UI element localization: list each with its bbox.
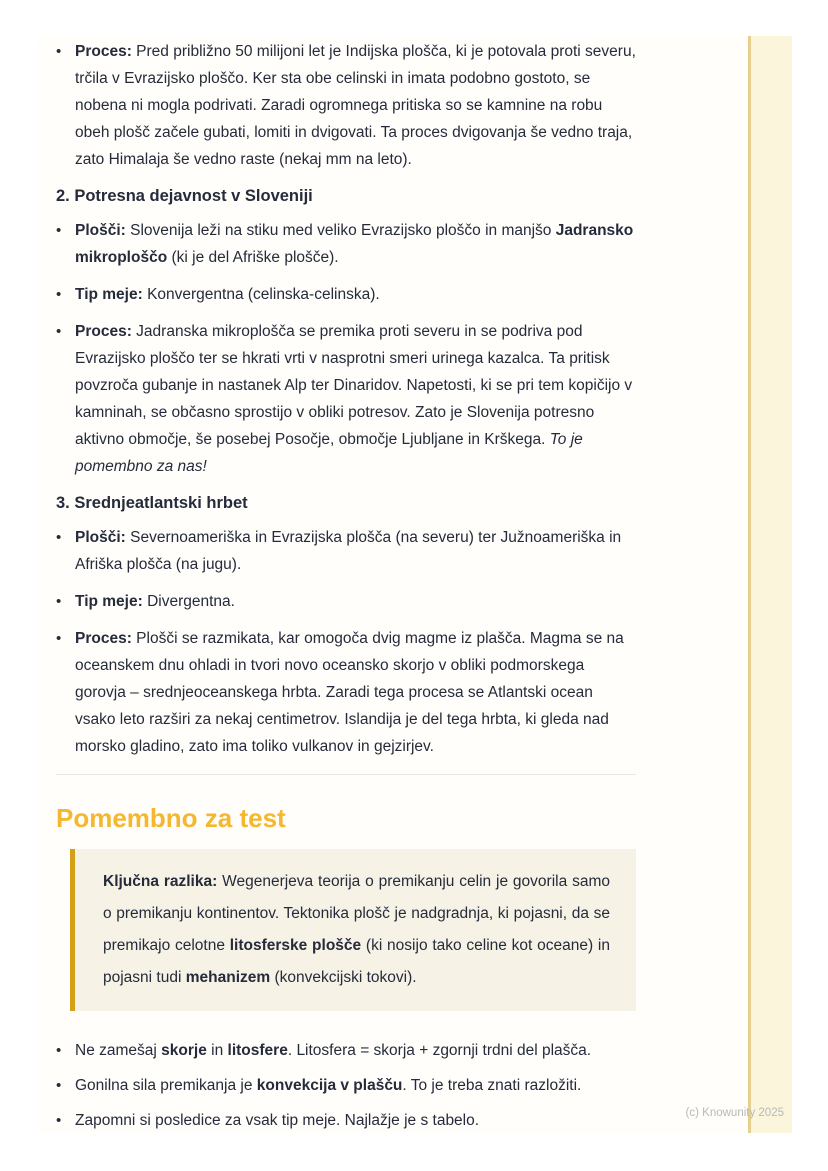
bullet-text: Ne zamešaj skorje in litosfere. Litosfera = skorja + zgornji trdni del plašča.: [75, 1042, 592, 1059]
list-item: [56, 38, 636, 173]
callout-text: Ključna razlika: Wegenerjeva teorija o premikanju celin je govorila samo o premikanju kontinentov. Tektonika plošč je nadgradnja, ki pojasni, da se premikajo celotne litosferske plošče (ki nosijo tako celine kot oceane) in pojasni tudi mehanizem (konvekcijski tokovi).: [103, 873, 610, 986]
list-item: [56, 1107, 636, 1134]
document-content: [56, 38, 636, 1142]
key-difference-callout: [70, 849, 636, 1011]
decorative-right-stripe: [748, 36, 792, 1133]
list-item: [56, 1072, 636, 1099]
list-item: [56, 588, 636, 615]
bullet-text: Tip meje: Konvergentna (celinska-celinska).: [75, 286, 380, 303]
important-for-test-heading: Pomembno za test: [56, 803, 286, 833]
bullet-dot: •: [56, 529, 62, 546]
bullet-dot: •: [56, 323, 62, 340]
bullet-text: Plošči: Slovenija leži na stiku med veliko Evrazijsko ploščo in manjšo Jadransko mikroploščo (ki je del Afriške plošče).: [75, 222, 634, 266]
bullet-text: Proces: Jadranska mikroplošča se premika proti severu in se podriva pod Evrazijsko ploščo ter se hkrati vrti v nasprotni smeri urinega kazalca. Ta pritisk povzroča gubanje in nastanek Alp ter Dinaridov. Napetosti, ki se pri tem kopičijo v kamninah, se občasno sprostijo v obliki potresov. Zato je Slovenija potresno aktivno območje, še posebej Posočje, območje Ljubljane in Krškega. To je pomembno za nas!: [75, 323, 633, 475]
bullet-dot: •: [56, 593, 62, 610]
list-item: [56, 318, 636, 480]
bullet-dot: •: [56, 286, 62, 303]
knowunity-watermark: (c) Knowunity 2025: [685, 1107, 784, 1119]
section-heading-srednjeatlantski-hrbet: 3. Srednjeatlantski hrbet: [56, 494, 248, 512]
list-item: [56, 1037, 636, 1064]
bullet-text: Zapomni si posledice za vsak tip meje. Najlažje je s tabelo.: [75, 1112, 480, 1129]
section-divider: [56, 774, 636, 775]
bullet-text: Gonilna sila premikanja je konvekcija v plašču. To je treba znati razložiti.: [75, 1077, 582, 1094]
bullet-dot: •: [56, 222, 62, 239]
bullet-dot: •: [56, 1077, 62, 1094]
tips-list: [56, 1037, 636, 1134]
bullet-dot: •: [56, 1042, 62, 1059]
list-item: [56, 625, 636, 760]
bullet-text: Plošči: Severnoameriška in Evrazijska plošča (na severu) ter Južnoameriška in Afriška plošča (na jugu).: [75, 529, 622, 573]
section-heading-potresna-dejavnost: 2. Potresna dejavnost v Sloveniji: [56, 187, 313, 205]
bullet-text: Proces: Pred približno 50 milijoni let je Indijska plošča, ki je potovala proti severu, trčila v Evrazijsko ploščo. Ker sta obe celinski in imata podobno gostoto, se nobena ni mogla podrivati. Zaradi ogromnega pritiska so se kamnine na robu obeh plošč začele gubati, lomiti in dvigovati. Ta proces dvigovanja še vedno traja, zato Himalaja še vedno raste (nekaj mm na leto).: [75, 43, 636, 168]
bullet-dot: •: [56, 630, 62, 647]
list-item: [56, 217, 636, 271]
list-item: [56, 281, 636, 308]
bullet-text: Tip meje: Divergentna.: [75, 593, 235, 610]
list-item: [56, 524, 636, 578]
bullet-dot: •: [56, 1112, 62, 1129]
bullet-dot: •: [56, 43, 62, 60]
bullet-text: Proces: Plošči se razmikata, kar omogoča dvig magme iz plašča. Magma se na oceanskem dnu ohladi in tvori novo oceansko skorjo v obliki podmorskega gorovja – srednjeoceanskega hrbta. Zaradi tega procesa se Atlantski ocean vsako leto razširi za nekaj centimetrov. Islandija je del tega hrbta, ki gleda nad morsko gladino, zato ima toliko vulkanov in gejzirjev.: [75, 630, 624, 755]
